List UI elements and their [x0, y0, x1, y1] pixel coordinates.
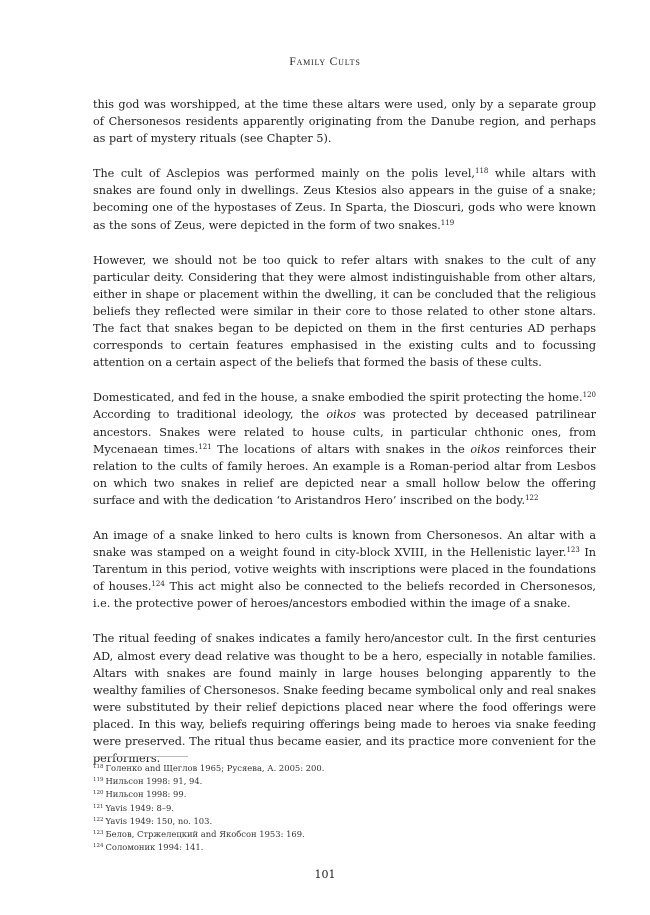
- footnote-ref: 124: [151, 580, 165, 589]
- running-head: Family Cults: [289, 56, 361, 68]
- paragraph-text: In Tarentum in this period, votive weights with inscriptions were placed in the foundations of houses.: [93, 546, 596, 594]
- footnote-text: Нильсон 1998: 99.: [105, 789, 187, 800]
- footnote: [93, 787, 596, 800]
- paragraph: [93, 630, 596, 767]
- paragraph-text: was protected by deceased patrilinear ancestors. Snakes were related to house cults, in particular chthonic ones, from Mycenaean times.: [93, 408, 596, 456]
- footnote-number: 119: [93, 777, 104, 784]
- footnote: [93, 827, 596, 840]
- footnote-text: Yavis 1949: 150, no. 103.: [105, 815, 213, 826]
- paragraph-text: Domesticated, and fed in the house, a snake embodied the spirit protecting the home.: [93, 391, 583, 405]
- paragraph-text: this god was worshipped, at the time these altars were used, only by a separate group of Chersonesos residents apparently originating from the Danube region, and perhaps as part of mystery rituals (see Chapter 5).: [93, 98, 596, 146]
- footnote-ref: 120: [582, 391, 596, 400]
- paragraph-text: The locations of altars with snakes in the: [211, 442, 471, 456]
- footnote-ref: 118: [474, 167, 489, 176]
- paragraph: [93, 389, 596, 509]
- footnote-text: Нильсон 1998: 91, 94.: [105, 776, 203, 787]
- footnote-text: Yavis 1949: 8–9.: [105, 802, 175, 813]
- paragraph-text: The ritual feeding of snakes indicates a family hero/ancestor cult. In the first centuries AD, almost every dead relative was thought to be a hero, especially in notable families. Altars with snakes are found mainly in large houses belonging apparently to the wealthy families of Chersonesos. Snake feeding became symbolical only and real snakes were substituted by their relief depictions placed near where the food offerings were placed. In this way, beliefs requiring offerings being made to heroes via snake feeding were preserved. The ritual thus became easier, and its practice more convenient for the performers.: [93, 632, 596, 766]
- italic-term: oikos: [470, 442, 500, 456]
- footnote: [93, 840, 596, 853]
- page-number: 101: [314, 868, 336, 881]
- paragraph-text: This act might also be connected to the beliefs recorded in Chersonesos, i.e. the protective power of heroes/ancestors embodied within the image of a snake.: [93, 580, 596, 611]
- body-text: [93, 96, 596, 785]
- footnote-number: 121: [93, 803, 104, 810]
- footnote-ref: 123: [566, 546, 580, 555]
- footnote: [93, 801, 596, 814]
- paragraph: [93, 165, 596, 233]
- paragraph-text: According to traditional ideology, the: [93, 408, 327, 422]
- footnotes: [93, 756, 596, 853]
- paragraph-text: The cult of Asclepios was performed mainly on the polis level,: [93, 167, 475, 181]
- footnote-number: 124: [93, 843, 104, 850]
- italic-term: oikos: [326, 408, 356, 422]
- footnote-ref: 122: [525, 493, 539, 502]
- paragraph-text: while altars with snakes are found only in dwellings. Zeus Ktesios also appears in the guise of a snake; becoming one of the hypostases of Zeus. In Sparta, the Dioscuri, gods who were known as the sons of Zeus, were depicted in the form of two snakes.: [93, 167, 596, 232]
- footnote-text: Белов, Стржелецкий and Якобсон 1953: 169.: [105, 829, 305, 840]
- footnote-number: 123: [93, 830, 104, 837]
- paragraph: [93, 96, 596, 147]
- footnote-ref: 119: [440, 218, 455, 227]
- paragraph-text: An image of a snake linked to hero cults is known from Chersonesos. An altar with a snake was stamped on a weight found in city-block XVIII, in the Hellenistic layer.: [93, 528, 596, 560]
- paragraph: [93, 252, 596, 372]
- footnote: [93, 761, 596, 774]
- paragraph: [93, 527, 596, 612]
- footnote-text: Голенко and Щеглов 1965; Русяева, А. 2005: 200.: [105, 763, 325, 773]
- footnote-number: 122: [93, 816, 104, 823]
- paragraph-text: reinforces their relation to the cults of family heroes. An example is a Roman-period altar from Lesbos on which two snakes in relief are depicted near a small hollow below the offering surface and with the dedication ‘to Aristandros Hero’ inscribed on the body.: [93, 442, 596, 507]
- footnote-number: 118: [93, 764, 104, 770]
- paragraph-text: However, we should not be too quick to refer altars with snakes to the cult of any particular deity. Considering that they were almost indistinguishable from other altars, either in shape or placement within the dwelling, it can be concluded that the religious beliefs they reflected were similar in their core to those related to other stone altars. The fact that snakes began to be depicted on them in the first centuries AD perhaps corresponds to certain features emphasised in the existing cults and to focussing attention on a certain aspect of the beliefs that formed the basis of these cults.: [93, 253, 596, 370]
- footnote: [93, 814, 596, 827]
- footnote-ref: 121: [198, 442, 212, 451]
- footnote-text: Соломоник 1994: 141.: [105, 842, 204, 853]
- footnote-number: 120: [93, 790, 104, 797]
- footnote: [93, 774, 596, 787]
- footnote-rule: [93, 756, 188, 757]
